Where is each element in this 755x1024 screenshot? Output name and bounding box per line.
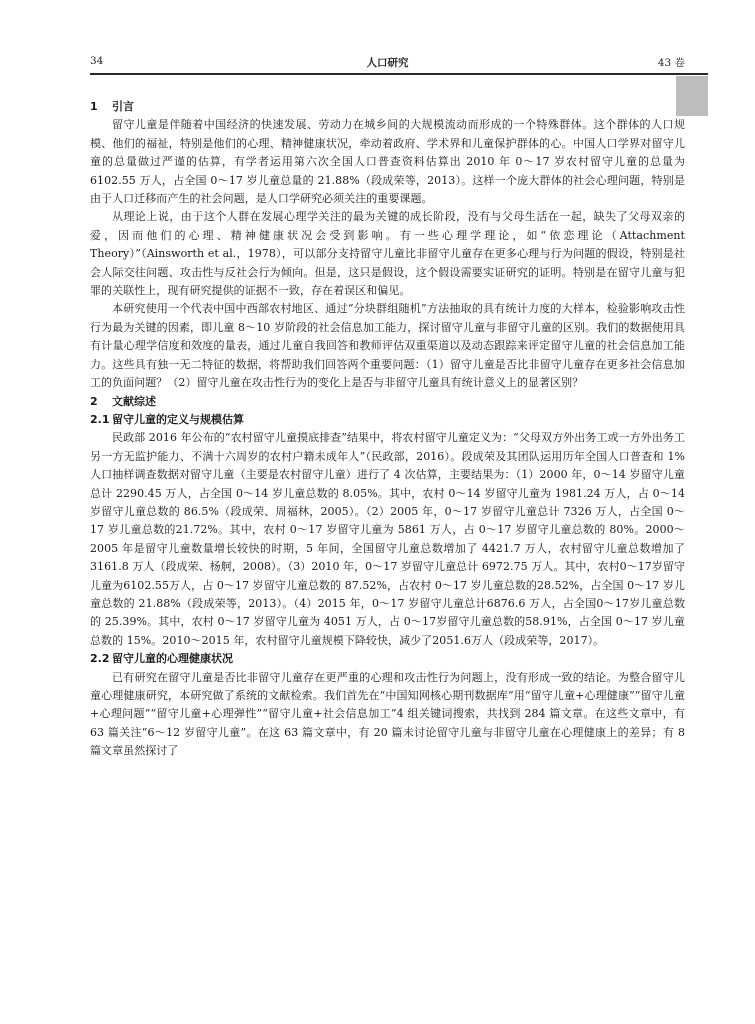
section-heading [90, 98, 685, 116]
subsection-heading [90, 411, 685, 429]
journal-title: 人口研究 [366, 57, 409, 69]
section-title: 引言 [112, 100, 134, 113]
page-number: 34 [90, 55, 104, 67]
paragraph: 留守儿童是伴随着中国经济的快速发展、劳动力在城乡间的大规模流动而形成的一个特殊群体。这个群体的人口规模、他们的福祉，特别是他们的心理、精神健康状况，牵动着政府、学术界和儿童保护群体的心。中国人口学界对留守儿童的总量做过严谨的估算，有学者运用第六次全国人口普查资料估算出 2010 年 0～17 岁农村留守儿童的总量为 6102.55 万人，占全国 0～17 岁儿童总量的 21.88%（段成荣等，2013）。这样一个庞大群体的社会心理问题，特别是由于人口迁移而产生的社会问题，是人口学研究必须关注的重要课题。 [90, 118, 685, 206]
paragraph: 从理论上说，由于这个人群在发展心理学关注的最为关键的成长阶段，没有与父母生活在一起，缺失了父母双亲的爱，因而他们的心理、精神健康状况会受到影响。有一些心理学理论，如“依恋理论（Attachment Theory）”（Ainsworth et al.，1978），可以部分支持留守儿童比非留守儿童存在更多心理与行为问题的假设，特别是社会人际交往问题、攻击性与反社会行为倾向。但是，这只是假设，这个假设需要实证研究的证明。特别是在留守儿童与犯罪的关联性上，现有研究提供的证据不一致，存在着误区和偏见。 [90, 210, 685, 298]
section-number: 1 [90, 100, 98, 113]
paragraph: 已有研究在留守儿童是否比非留守儿童存在更严重的心理和攻击性行为问题上，没有形成一致的结论。为整合留守儿童心理健康研究，本研究做了系统的文献检索。我们首先在“中国知网核心期刊数据库”用“留守儿童+心理健康”“留守儿童+心理问题”“留守儿童+心理弹性”“留守儿童+社会信息加工”4 组关键词搜索，共找到 284 篇文章。在这些文章中，有 63 篇关注“6～12 岁留守儿童”。在这 63 篇文章中，有 20 篇未讨论留守儿童与非留守儿童在心理健康上的差异；有 8 篇文章虽然探讨了 [90, 670, 685, 758]
subsection-title: 留守儿童的心理健康状况 [112, 652, 233, 666]
section-heading [90, 393, 685, 411]
volume-label: 43 卷 [657, 57, 685, 69]
subsection-number: 2.2 [90, 652, 110, 666]
article-body [90, 98, 685, 761]
section-title: 文献综述 [112, 394, 156, 408]
running-header [90, 55, 685, 71]
subsection-title: 留守儿童的定义与规模估算 [112, 412, 244, 426]
paragraph: 民政部 2016 年公布的“农村留守儿童摸底排查”结果中，将农村留守儿童定义为：“父母双方外出务工或一方外出务工另一方无监护能力、不满十六周岁的农村户籍未成年人”（民政部，2016）。段成荣及其团队运用历年全国人口普查和 1%人口抽样调查数据对留守儿童（主要是农村留守儿童）进行了 4 次估算，主要结果为：（1）2000 年，0～14 岁留守儿童总计 2290.45 万人，占全国 0～14 岁儿童总数的 8.05%。其中，农村 0～14 岁留守儿童为 1981.24 万人，占 0～14 岁留守儿童总数的 86.5%（段成荣、周福林，2005）。（2）2005 年，0～17 岁留守儿童总计 7326 万人，占全国 0～17 岁儿童总数的21.72%。其中，农村 0～17 岁留守儿童为 5861 万人，占 0～17 岁留守儿童总数的 80%。2000～2005 年是留守儿童数量增长较快的时期，5 年间，全国留守儿童总数增加了 4421.7 万人，农村留守儿童总数增加了3161.8 万人（段成荣、杨舸，2008）。（3）2010 年，0～17 岁留守儿童总计 6972.75 万人。其中，农村0～17岁留守儿童为6102.55万人，占 0～17 岁留守儿童总数的 87.52%，占农村 0～17 岁儿童总数的28.52%，占全国 0～17 岁儿童总数的 21.88%（段成荣等，2013）。（4）2015 年，0～17 岁留守儿童总计6876.6 万人，占全国0～17岁儿童总数的 25.39%。其中，农村 0～17 岁留守儿童为 4051 万人，占 0～17岁留守儿童总数的58.91%，占全国 0～17 岁儿童总数的 15%。2010～2015 年，农村留守儿童规模下降较快，减少了2051.6万人（段成荣等，2017）。 [90, 431, 685, 647]
header-rule [90, 73, 708, 75]
subsection-heading [90, 650, 685, 668]
section-number: 2 [90, 394, 98, 408]
subsection-number: 2.1 [90, 412, 110, 426]
paragraph: 本研究使用一个代表中国中西部农村地区、通过“分块群组随机”方法抽取的具有统计力度的大样本，检验影响攻击性行为最为关键的因素，即儿童 8～10 岁阶段的社会信息加工能力，探讨留守儿童与非留守儿童的区别。我们的数据使用具有计量心理学信度和效度的量表，通过儿童自我回答和教师评估双重渠道以及动态跟踪来评定留守儿童的社会信息加工能力。这些具有独一无二特征的数据，将帮助我们回答两个重要问题：（1）留守儿童是否比非留守儿童存在更多社会信息加工的负面问题？（2）留守儿童在攻击性行为的变化上是否与非留守儿童具有统计意义上的显著区别？ [90, 302, 685, 390]
